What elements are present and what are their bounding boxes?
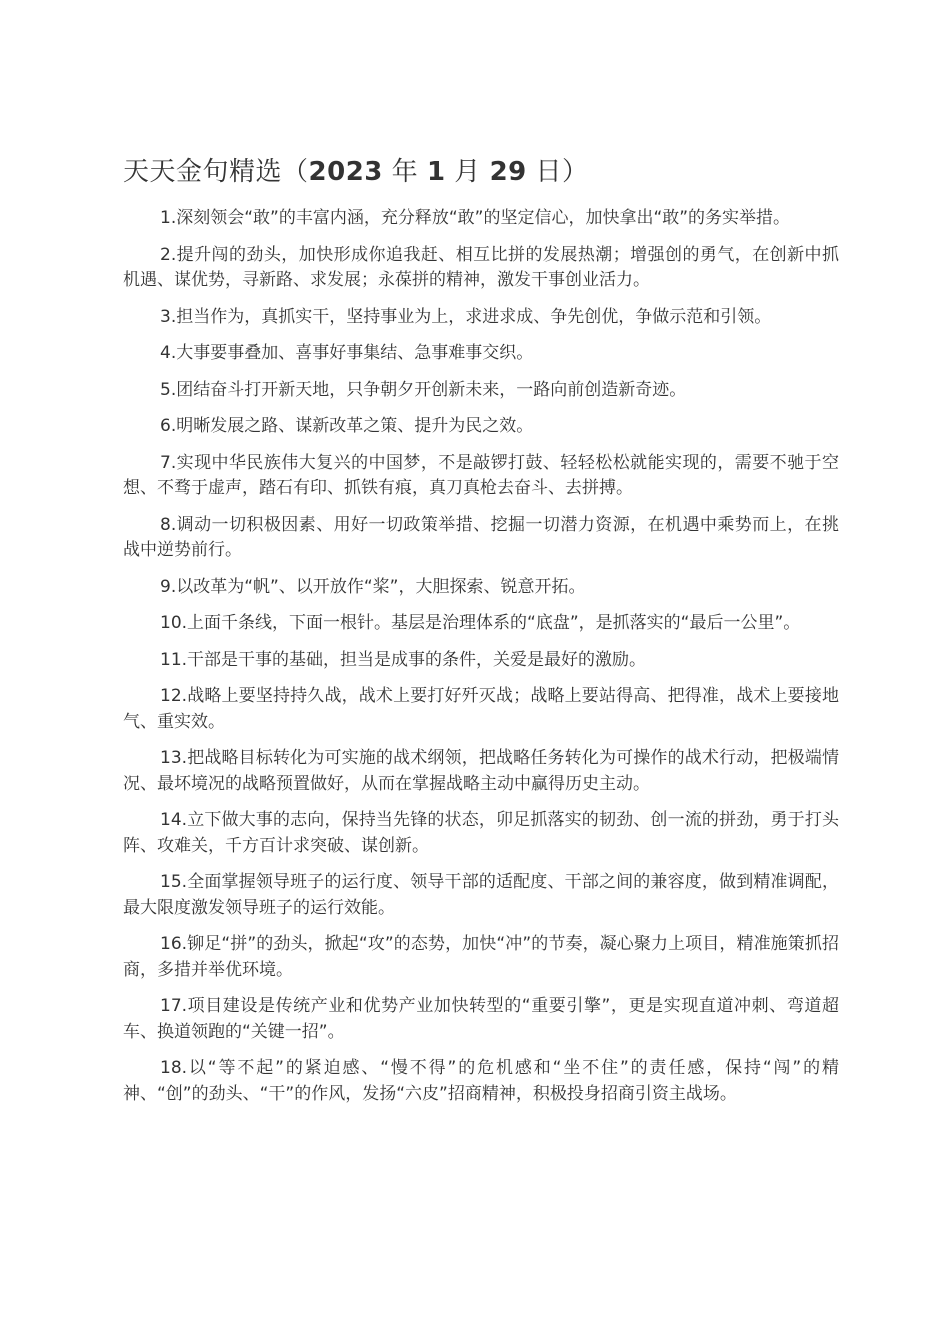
title-year: 2023 [308,157,383,187]
quote-item-13: 13.把战略目标转化为可实施的战术纲领，把战略任务转化为可操作的战术行动，把极端情况、最坏境况的战略预置做好，从而在掌握战略主动中赢得历史主动。 [123,748,839,794]
quote-item-6: 6.明晰发展之路、谋新改革之策、提升为民之效。 [160,416,534,436]
quote-item-2: 2.提升闯的劲头，加快形成你追我赶、相互比拼的发展热潮；增强创的勇气，在创新中抓机遇、谋优势，寻新路、求发展；永葆拼的精神，激发干事创业活力。 [123,244,839,290]
quote-item-4: 4.大事要事叠加、喜事好事集结、急事难事交织。 [160,343,534,363]
quote-item-16: 16.铆足“拼”的劲头，掀起“攻”的态势，加快“冲”的节奏，凝心聚力上项目，精准施策抓招商，多措并举优环境。 [123,934,839,980]
title-year-unit: 年 [391,157,419,187]
quote-item-3: 3.担当作为，真抓实干，坚持事业为上，求进求成、争先创优，争做示范和引领。 [160,306,772,327]
title-month: 1 [426,157,446,187]
quote-item-15: 15.全面掌握领导班子的运行度、领导干部的适配度、干部之间的兼容度，做到精准调配，最大限度激发领导班子的运行效能。 [123,872,839,918]
document-page [123,150,839,1118]
title-day: 29 [489,157,527,187]
quote-item-17: 17.项目建设是传统产业和优势产业加快转型的“重要引擎”，更是实现直道冲刺、弯道超车、换道领跑的“关键一招”。 [123,996,839,1042]
quote-item-12: 12.战略上要坚持持久战，战术上要打好歼灭战；战略上要站得高、把得准，战术上要接地气、重实效。 [123,686,839,732]
title-day-unit: 日 [535,157,563,187]
quote-item-18: 18.以“等不起”的紧迫感、“慢不得”的危机感和“坐不住”的责任感，保持“闯”的精神、“创”的劲头、“干”的作风，发扬“六皮”招商精神，积极投身招商引资主战场。 [123,1058,839,1104]
quote-item-7: 7.实现中华民族伟大复兴的中国梦，不是敲锣打鼓、轻轻松松就能实现的，需要不驰于空想、不骛于虚声，踏石有印、抓铁有痕，真刀真枪去奋斗、去拼搏。 [123,452,839,498]
title-prefix: 天天金句精选（ [123,157,309,187]
quote-item-11: 11.干部是干事的基础，担当是成事的条件，关爱是最好的激励。 [160,649,647,670]
quote-item-9: 9.以改革为“帆”、以开放作“桨”，大胆探索、锐意开拓。 [160,576,586,597]
page-title [123,150,839,194]
title-month-unit: 月 [454,157,481,187]
title-suffix: ） [562,157,589,187]
quote-item-10: 10.上面千条线，下面一根针。基层是治理体系的“底盘”，是抓落实的“最后一公里”。 [160,613,801,633]
quote-item-8: 8.调动一切积极因素、用好一切政策举措、挖掘一切潜力资源，在机遇中乘势而上，在挑战中逆势前行。 [123,514,839,560]
quote-item-14: 14.立下做大事的志向，保持当先锋的状态，卯足抓落实的韧劲、创一流的拼劲，勇于打头阵、攻难关，千方百计求突破、谋创新。 [123,810,839,856]
quote-item-5: 5.团结奋斗打开新天地，只争朝夕开创新未来，一路向前创造新奇迹。 [160,379,687,400]
quote-item-1: 1.深刻领会“敢”的丰富内涵，充分释放“敢”的坚定信心，加快拿出“敢”的务实举措。 [160,208,791,228]
